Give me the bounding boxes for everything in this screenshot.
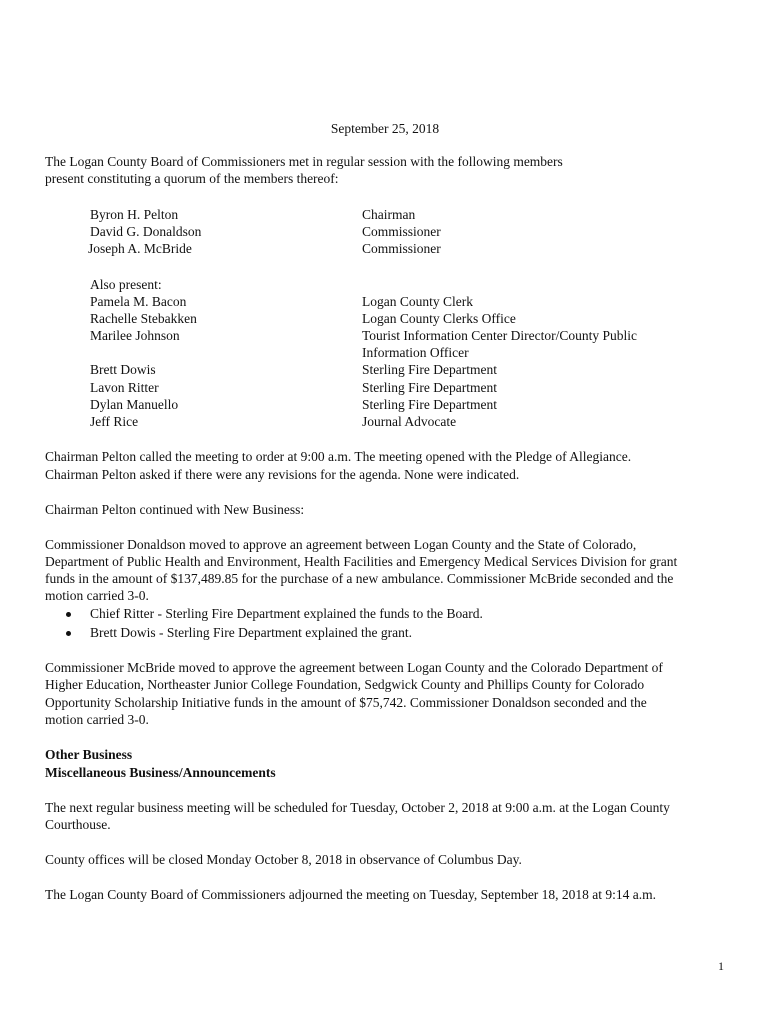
attendee-role: Sterling Fire Department [362,362,497,377]
bullet-item: Chief Ritter - Sterling Fire Department explained the funds to the Board. [90,606,483,621]
page-number: 1 [718,959,724,973]
attendee-name: Pamela M. Bacon [90,294,187,309]
attendee-name: Lavon Ritter [90,380,159,395]
member-role: Chairman [362,207,416,222]
motion2-line-2: Higher Education, Northeaster Junior College Foundation, Sedgwick County and Phillips County for Colorado [45,677,645,692]
closed-notice: County offices will be closed Monday October 8, 2018 in observance of Columbus Day. [45,852,522,867]
motion1-line-3: funds in the amount of $137,489.85 for the purchase of a new ambulance. Commissioner McBride seconded and the [45,571,674,586]
member-name: Byron H. Pelton [90,207,179,222]
meeting-date: September 25, 2018 [330,121,440,136]
bullet-marker [66,612,71,617]
call-to-order-line-2: Chairman Pelton asked if there were any revisions for the agenda. None were indicated. [45,467,520,482]
heading-misc-business: Miscellaneous Business/Announcements [45,765,276,780]
new-business-intro: Chairman Pelton continued with New Business: [45,502,305,517]
intro-line-2: present constituting a quorum of the members thereof: [45,171,339,186]
bullet-marker [66,631,71,636]
attendee-name: Dylan Manuello [90,397,179,412]
member-role: Commissioner [362,224,441,239]
attendee-role: Tourist Information Center Director/County Public [362,328,638,343]
bullet-item: Brett Dowis - Sterling Fire Department explained the grant. [90,625,413,640]
next-meeting-line-1: The next regular business meeting will be scheduled for Tuesday, October 2, 2018 at 9:00 a.m. at the Logan County [45,800,670,815]
attendee-role: Sterling Fire Department [362,380,497,395]
attendee-role: Logan County Clerks Office [362,311,516,326]
motion1-line-2: Department of Public Health and Environment, Health Facilities and Emergency Medical Services Division for grant [45,554,678,569]
attendee-role: Journal Advocate [362,414,457,429]
member-name: Joseph A. McBride [88,241,192,256]
intro-line-1: The Logan County Board of Commissioners met in regular session with the following members [45,154,563,169]
attendee-role: Logan County Clerk [362,294,473,309]
adjourned-statement: The Logan County Board of Commissioners adjourned the meeting on Tuesday, September 18, 2018 at 9:14 a.m. [45,887,657,902]
heading-other-business: Other Business [45,747,133,762]
member-name: David G. Donaldson [90,224,202,239]
attendee-role-continued: Information Officer [362,345,469,360]
attendee-name: Rachelle Stebakken [90,311,197,326]
motion1-line-4: motion carried 3-0. [45,588,149,603]
attendee-name: Brett Dowis [90,362,156,377]
attendee-role: Sterling Fire Department [362,397,497,412]
attendee-name: Marilee Johnson [90,328,180,343]
member-role: Commissioner [362,241,441,256]
motion2-line-3: Opportunity Scholarship Initiative funds in the amount of $75,742. Commissioner Donaldson seconded and the [45,695,647,710]
next-meeting-line-2: Courthouse. [45,817,111,832]
motion1-line-1: Commissioner Donaldson moved to approve an agreement between Logan County and the State of Colorado, [45,537,637,552]
attendee-name: Jeff Rice [90,414,139,429]
call-to-order-line-1: Chairman Pelton called the meeting to order at 9:00 a.m. The meeting opened with the Pledge of Allegiance. [45,449,632,464]
also-present-label: Also present: [90,277,162,292]
motion2-line-1: Commissioner McBride moved to approve the agreement between Logan County and the Colorado Department of [45,660,663,675]
motion2-line-4: motion carried 3-0. [45,712,149,727]
